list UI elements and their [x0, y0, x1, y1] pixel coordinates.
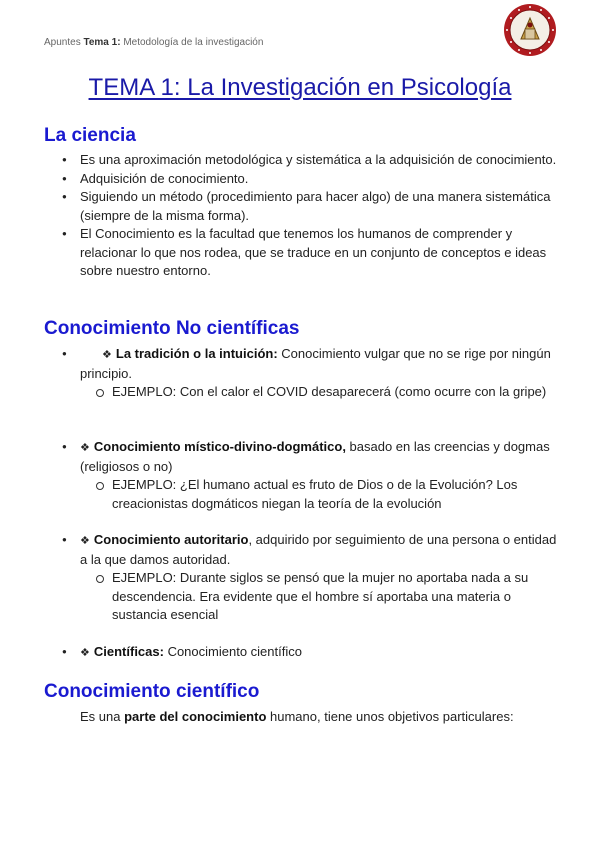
- page-title: TEMA 1: La Investigación en Psicología: [88, 74, 512, 101]
- sub-list: [96, 383, 562, 402]
- intro-prefix: Es una: [80, 709, 125, 724]
- sub-list: [96, 569, 562, 625]
- intro-bold: parte del conocimiento: [124, 709, 267, 724]
- ciencia-list: [62, 151, 562, 281]
- diamond-bullet-icon: ❖: [102, 349, 112, 361]
- no-cientificas-item-1: [62, 345, 562, 402]
- list-item: [62, 643, 562, 663]
- sub-list-item: EJEMPLO: Con el calor el COVID desaparecerá (como ocurre con la gripe): [96, 383, 562, 402]
- no-cientificas-item-2: [62, 438, 562, 513]
- header-subject: Metodología de la investigación: [120, 37, 264, 48]
- item-bold-label: Conocimiento místico-divino-dogmático,: [93, 439, 346, 454]
- list-item: ● Siguiendo un método (procedimiento para hacer algo) de una manera sistemática (siempre de la misma forma).: [62, 188, 562, 225]
- item-bold-label: La tradición o la intuición:: [115, 346, 278, 361]
- sub-list-item: EJEMPLO: Durante siglos se pensó que la mujer no aportaba nada a su descendencia. Era evidente que el hombre sí aportaba una materia o sustancia esencial: [96, 569, 562, 625]
- header-prefix: Apuntes: [44, 37, 84, 48]
- intro-rest: humano, tiene unos objetivos particulares:: [266, 709, 514, 724]
- header-topic: Tema 1:: [83, 37, 121, 48]
- no-cientificas-item-4: [62, 643, 562, 663]
- item-bold-label: Conocimiento autoritario: [93, 532, 249, 547]
- section-heading-ciencia: La ciencia: [44, 125, 136, 146]
- section-heading-no-cientificas: Conocimiento No científicas: [44, 318, 300, 339]
- diamond-bullet-icon: ❖: [80, 442, 90, 454]
- diamond-bullet-icon: ❖: [80, 535, 90, 547]
- list-item: ● Es una aproximación metodológica y sistemática a la adquisición de conocimiento.: [62, 151, 562, 170]
- running-header: [44, 37, 263, 48]
- list-item: ● Adquisición de conocimiento.: [62, 170, 562, 189]
- cientifico-intro: [80, 709, 514, 724]
- sub-list-item: EJEMPLO: ¿El humano actual es fruto de Dios o de la Evolución? Los creacionistas dogmáticos niegan la teoría de la evolución: [96, 476, 562, 513]
- item-bold-label: Científicas:: [93, 644, 164, 659]
- item-text: basado en las creencias y dogmas (religiosos o no): [80, 439, 550, 474]
- section-heading-cientifico: Conocimiento científico: [44, 681, 260, 702]
- list-item: ● El Conocimiento es la facultad que tenemos los humanos de comprender y relacionar lo que nos rodea, que se traduce en un conjunto de conceptos e ideas sobre nuestro entorno.: [62, 225, 562, 281]
- diamond-bullet-icon: ❖: [80, 647, 90, 659]
- item-text: Conocimiento científico: [163, 644, 302, 659]
- university-seal-icon: [503, 3, 557, 57]
- list-item: [62, 531, 562, 625]
- list-item: [62, 345, 562, 402]
- item-text: Conocimiento vulgar que no se rige por ningún principio.: [80, 346, 551, 381]
- item-text: , adquirido por seguimiento de una persona o entidad a la que damos autoridad.: [80, 532, 557, 567]
- list-item: [62, 438, 562, 513]
- sub-list: [96, 476, 562, 513]
- no-cientificas-item-3: [62, 531, 562, 625]
